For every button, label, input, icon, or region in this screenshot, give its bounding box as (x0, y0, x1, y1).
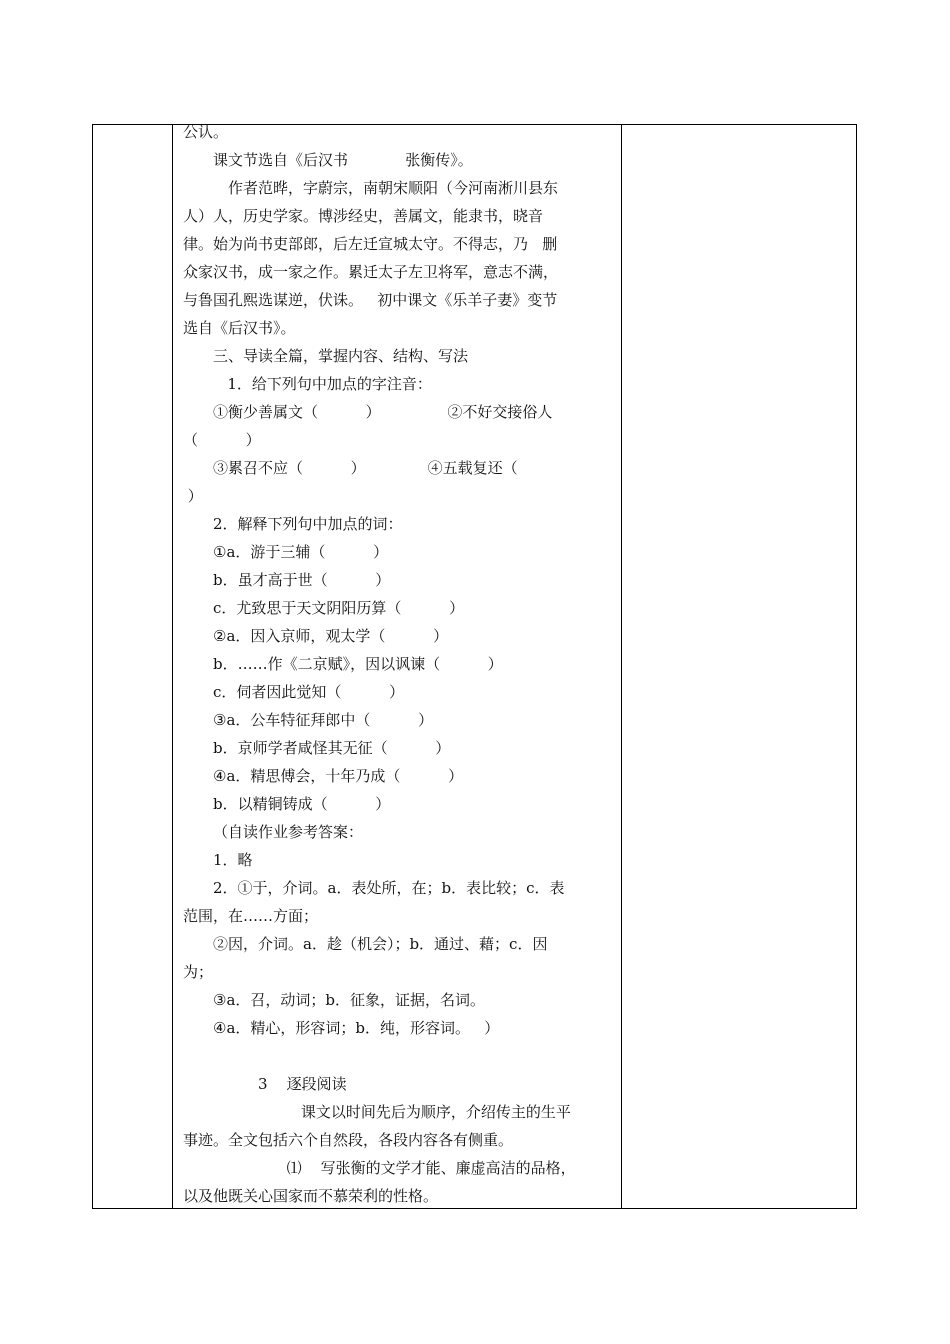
text-line: ①a．游于三辅（ ） (213, 543, 389, 561)
text-line: 为； (183, 963, 214, 981)
text-line: ③累召不应（ ） ④五载复还（ (213, 459, 518, 477)
text-line: b．虽才高于世（ ） (213, 571, 391, 589)
text-line: 课文节选自《后汉书 张衡传》。 (213, 151, 473, 169)
text-line: 众家汉书，成一家之作。累迁太子左卫将军，意志不满， (183, 263, 559, 281)
text-line: c．尤致思于天文阴阳历算（ ） (213, 599, 465, 617)
text-line: （ ） (183, 431, 261, 449)
text-line: ⑴ 写张衡的文学才能、廉虚高洁的品格， (258, 1159, 576, 1177)
text-line: ③a．公车特征拜郎中（ ） (213, 711, 434, 729)
text-line: 范围，在……方面； (183, 907, 319, 925)
text-line: 2．解释下列句中加点的词： (213, 515, 403, 533)
text-line: 以及他既关心国家而不慕荣利的性格。 (183, 1187, 439, 1205)
text-line: （自读作业参考答案： (213, 823, 364, 841)
text-line: ④a．精思傅会，十年乃成（ ） (213, 767, 464, 785)
text-line: 作者范晔，字蔚宗，南朝宋顺阳（今河南淅川县东 (228, 179, 559, 197)
text-line: 3 逐段阅读 (258, 1075, 347, 1093)
text-line: ②因，介词。a．趁（机会）；b．通过、藉；c．因 (213, 935, 548, 953)
text-line: 2．①于，介词。a．表处所，在；b．表比较；c．表 (213, 879, 565, 897)
text-line: ） (183, 487, 203, 505)
text-line: 与鲁国孔熙选谋逆，伏诛。 初中课文《乐羊子妻》变节 (183, 291, 558, 309)
text-line (183, 1042, 615, 1070)
text-line: ③a．召，动词；b．征象，证据，名词。 (213, 991, 485, 1009)
text-line: 公认。 (183, 123, 229, 141)
text-line: 事迹。全文包括六个自然段，各段内容各有侧重。 (183, 1131, 514, 1149)
table-column-divider-left (172, 124, 173, 1209)
table-column-divider-right (621, 124, 622, 1209)
text-line: ④a．精心，形容词；b．纯，形容词。 ） (213, 1019, 500, 1037)
text-line: ②a．因入京师，观太学（ ） (213, 627, 449, 645)
text-line: b．……作《二京赋》，因以讽谏（ ） (213, 655, 503, 673)
text-line: 课文以时间先后为顺序，介绍传主的生平 (258, 1103, 571, 1121)
text-line: c．伺者因此觉知（ ） (213, 683, 405, 701)
text-line: 三、导读全篇，掌握内容、结构、写法 (213, 347, 469, 365)
text-line: b．京师学者咸怪其无征（ ） (213, 739, 451, 757)
text-line: 1．给下列句中加点的字注音： (213, 375, 432, 393)
text-line: ①衡少善属文（ ） ②不好交接俗人 (213, 403, 553, 421)
main-text-column (183, 118, 615, 1210)
text-line: 1．略 (213, 851, 253, 869)
text-line: 人）人，历史学家。博涉经史，善属文，能隶书，晓音 (183, 207, 544, 225)
text-line: 律。始为尚书吏部郎，后左迁宣城太守。不得志，乃 删 (183, 235, 558, 253)
text-line: 选自《后汉书》。 (183, 319, 296, 337)
text-line: b．以精铜铸成（ ） (213, 795, 391, 813)
